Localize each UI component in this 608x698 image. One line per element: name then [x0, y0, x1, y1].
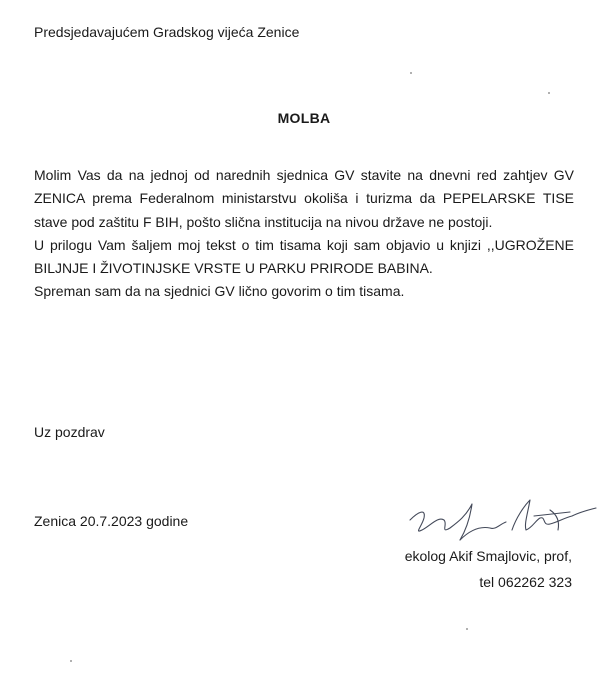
scan-speck — [70, 660, 72, 662]
letter-title: MOLBA — [277, 110, 331, 126]
recipient-line: Predsjedavajućem Gradskog vijeća Zenice — [34, 24, 300, 40]
scan-speck — [548, 92, 550, 94]
date-line: Zenica 20.7.2023 godine — [34, 513, 189, 529]
scan-speck — [466, 628, 468, 630]
paragraph-attachment: U prilogu Vam šaljem moj tekst o tim tisama koji sam objavio u knjizi ,,UGROŽENE BILJNJE I ŽIVOTINJSKE VRSTE U PARKU PRIRODE BABINA. — [34, 236, 574, 277]
letter-body — [34, 164, 574, 304]
paragraph-offer: Spreman sam da na sjednici GV lično govorim o tim tisama. — [34, 283, 405, 300]
greeting: Uz pozdrav — [34, 424, 105, 440]
scan-speck — [410, 72, 412, 74]
phone-number: tel 062262 323 — [479, 574, 572, 590]
signer-name: ekolog Akif Smajlovic, prof, — [404, 548, 572, 564]
paragraph-request: Molim Vas da na jednoj od narednih sjednica GV stavite na dnevni red zahtjev GV ZENICA prema Federalnom ministarstvu okoliša i turizma da PEPELARSKE TISE stave pod zaštitu F BIH, pošto slična institucija na nivou države ne postoji. — [34, 167, 574, 230]
